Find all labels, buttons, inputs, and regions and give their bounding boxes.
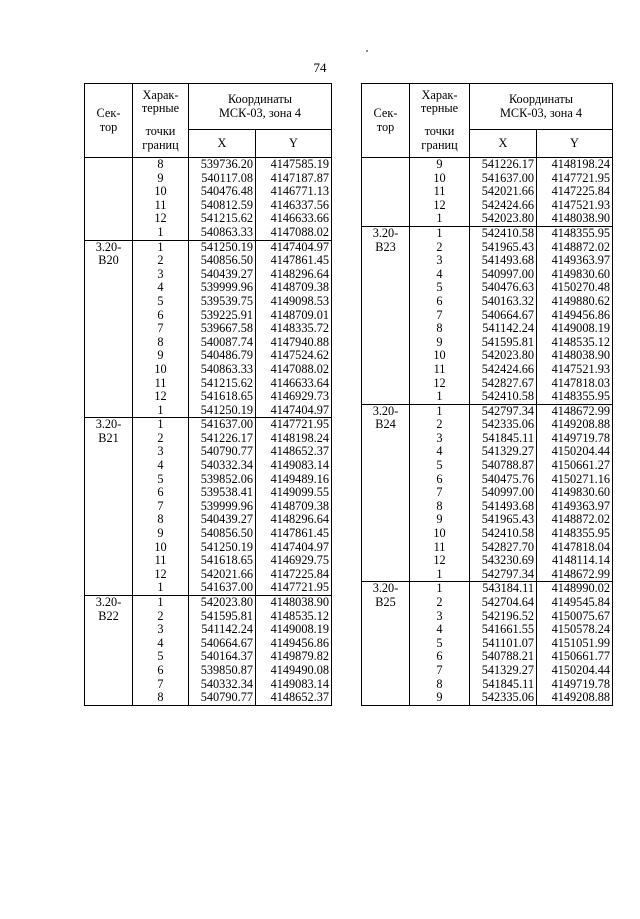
y-cell: 4147521.93 bbox=[537, 363, 613, 377]
x-cell: 540790.77 bbox=[189, 691, 256, 705]
x-cell: 541618.65 bbox=[189, 554, 256, 568]
y-cell: 4149456.86 bbox=[256, 637, 332, 651]
point-cell: 6 bbox=[133, 486, 189, 500]
x-cell: 542827.67 bbox=[470, 377, 537, 391]
y-cell: 4147861.45 bbox=[256, 254, 332, 268]
point-cell: 10 bbox=[133, 185, 189, 199]
point-cell: 5 bbox=[410, 281, 470, 295]
x-cell: 539736.20 bbox=[189, 158, 256, 172]
y-cell: 4148535.12 bbox=[256, 610, 332, 624]
x-cell: 543230.69 bbox=[470, 554, 537, 568]
point-cell: 7 bbox=[410, 486, 470, 500]
y-cell: 4150075.67 bbox=[537, 610, 613, 624]
header-coordinates-line: МСК-03, зона 4 bbox=[499, 105, 583, 120]
x-cell: 541215.62 bbox=[189, 377, 256, 391]
y-cell: 4150270.48 bbox=[537, 281, 613, 295]
point-cell: 6 bbox=[133, 664, 189, 678]
x-cell: 539667.58 bbox=[189, 322, 256, 336]
y-cell: 4147818.04 bbox=[537, 541, 613, 555]
point-cell: 3 bbox=[410, 254, 470, 268]
table-row bbox=[362, 582, 613, 596]
header-coordinates-line: МСК-03, зона 4 bbox=[218, 105, 302, 120]
point-cell: 9 bbox=[133, 349, 189, 363]
y-cell: 4149879.82 bbox=[256, 650, 332, 664]
x-cell: 542023.80 bbox=[189, 596, 256, 610]
point-cell: 6 bbox=[133, 309, 189, 323]
y-cell: 4150271.16 bbox=[537, 473, 613, 487]
point-cell: 1 bbox=[133, 596, 189, 610]
x-cell: 539999.96 bbox=[189, 500, 256, 514]
header-points-line: точки bbox=[424, 124, 455, 138]
x-cell: 540856.50 bbox=[189, 254, 256, 268]
x-cell: 540486.79 bbox=[189, 349, 256, 363]
point-cell: 4 bbox=[410, 445, 470, 459]
point-cell: 3 bbox=[410, 610, 470, 624]
x-cell: 541250.19 bbox=[189, 404, 256, 418]
point-cell: 12 bbox=[410, 377, 470, 391]
y-cell: 4147225.84 bbox=[537, 185, 613, 199]
header-x: X bbox=[189, 130, 256, 158]
point-cell: 7 bbox=[410, 664, 470, 678]
y-cell: 4147521.93 bbox=[537, 199, 613, 213]
x-cell: 540439.27 bbox=[189, 268, 256, 282]
y-cell: 4149719.78 bbox=[537, 678, 613, 692]
y-cell: 4149363.97 bbox=[537, 500, 613, 514]
y-cell: 4148709.38 bbox=[256, 281, 332, 295]
y-cell: 4147861.45 bbox=[256, 527, 332, 541]
y-cell: 4148652.37 bbox=[256, 691, 332, 705]
header-points-line: терные bbox=[420, 101, 459, 116]
y-cell: 4148872.02 bbox=[537, 241, 613, 255]
point-cell: 1 bbox=[410, 212, 470, 226]
point-cell: 1 bbox=[410, 404, 470, 418]
y-cell: 4146929.73 bbox=[256, 390, 332, 404]
sector-cell: 3.20- В21 bbox=[85, 418, 133, 596]
x-cell: 541226.17 bbox=[470, 158, 537, 172]
y-cell: 4147187.87 bbox=[256, 172, 332, 186]
point-cell: 11 bbox=[133, 377, 189, 391]
y-cell: 4147404.97 bbox=[256, 240, 332, 254]
point-cell: 9 bbox=[410, 513, 470, 527]
point-cell: 4 bbox=[133, 459, 189, 473]
x-cell: 541965.43 bbox=[470, 513, 537, 527]
x-cell: 539850.87 bbox=[189, 664, 256, 678]
x-cell: 540164.37 bbox=[189, 650, 256, 664]
coordinates-table-left bbox=[84, 83, 332, 706]
point-cell: 9 bbox=[133, 527, 189, 541]
y-cell: 4149456.86 bbox=[537, 309, 613, 323]
x-cell: 540087.74 bbox=[189, 336, 256, 350]
x-cell: 540476.63 bbox=[470, 281, 537, 295]
x-cell: 542797.34 bbox=[470, 568, 537, 582]
x-cell: 541493.68 bbox=[470, 500, 537, 514]
point-cell: 9 bbox=[410, 336, 470, 350]
header-points bbox=[410, 84, 470, 158]
x-cell: 542021.66 bbox=[470, 185, 537, 199]
table-row bbox=[85, 158, 332, 172]
x-cell: 541845.11 bbox=[470, 432, 537, 446]
y-cell: 4147721.95 bbox=[256, 581, 332, 595]
point-cell: 2 bbox=[133, 254, 189, 268]
table-row bbox=[362, 404, 613, 418]
point-cell: 5 bbox=[133, 650, 189, 664]
point-cell: 9 bbox=[410, 691, 470, 705]
x-cell: 542704.64 bbox=[470, 596, 537, 610]
point-cell: 3 bbox=[133, 445, 189, 459]
point-cell: 11 bbox=[133, 199, 189, 213]
point-cell: 7 bbox=[133, 322, 189, 336]
y-cell: 4149008.19 bbox=[537, 322, 613, 336]
y-cell: 4147585.19 bbox=[256, 158, 332, 172]
point-cell: 10 bbox=[133, 541, 189, 555]
y-cell: 4148355.95 bbox=[537, 390, 613, 404]
x-cell: 541845.11 bbox=[470, 678, 537, 692]
y-cell: 4148652.37 bbox=[256, 445, 332, 459]
point-cell: 3 bbox=[133, 623, 189, 637]
point-cell: 8 bbox=[133, 513, 189, 527]
x-cell: 541329.27 bbox=[470, 445, 537, 459]
x-cell: 541226.17 bbox=[189, 432, 256, 446]
point-cell: 12 bbox=[133, 212, 189, 226]
point-cell: 1 bbox=[410, 390, 470, 404]
point-cell: 2 bbox=[410, 418, 470, 432]
sector-cell bbox=[85, 158, 133, 241]
point-cell: 1 bbox=[133, 404, 189, 418]
x-cell: 541661.55 bbox=[470, 623, 537, 637]
table-row bbox=[362, 226, 613, 240]
x-cell: 540788.21 bbox=[470, 650, 537, 664]
sector-cell bbox=[362, 158, 410, 227]
x-cell: 542424.66 bbox=[470, 363, 537, 377]
x-cell: 539999.96 bbox=[189, 281, 256, 295]
x-cell: 542827.70 bbox=[470, 541, 537, 555]
y-cell: 4150661.27 bbox=[537, 459, 613, 473]
point-cell: 4 bbox=[133, 281, 189, 295]
header-points-line: Харак- bbox=[421, 87, 458, 102]
point-cell: 5 bbox=[133, 295, 189, 309]
x-cell: 539539.75 bbox=[189, 295, 256, 309]
point-cell: 6 bbox=[410, 650, 470, 664]
point-cell: 8 bbox=[133, 336, 189, 350]
y-cell: 4147088.02 bbox=[256, 226, 332, 240]
y-cell: 4148038.90 bbox=[537, 212, 613, 226]
x-cell: 542797.34 bbox=[470, 404, 537, 418]
y-cell: 4148335.72 bbox=[256, 322, 332, 336]
header-sector: Сек- тор bbox=[362, 84, 410, 158]
header-points bbox=[133, 84, 189, 158]
y-cell: 4148038.90 bbox=[256, 596, 332, 610]
y-cell: 4148672.99 bbox=[537, 404, 613, 418]
y-cell: 4149208.88 bbox=[537, 418, 613, 432]
x-cell: 540788.87 bbox=[470, 459, 537, 473]
y-cell: 4148535.12 bbox=[537, 336, 613, 350]
point-cell: 2 bbox=[133, 610, 189, 624]
header-y: Y bbox=[256, 130, 332, 158]
y-cell: 4146929.75 bbox=[256, 554, 332, 568]
point-cell: 8 bbox=[133, 158, 189, 172]
point-cell: 7 bbox=[410, 309, 470, 323]
x-cell: 540664.67 bbox=[470, 309, 537, 323]
point-cell: 9 bbox=[133, 172, 189, 186]
x-cell: 541250.19 bbox=[189, 240, 256, 254]
point-cell: 7 bbox=[133, 500, 189, 514]
point-cell: 4 bbox=[410, 268, 470, 282]
x-cell: 541215.62 bbox=[189, 212, 256, 226]
point-cell: 8 bbox=[410, 322, 470, 336]
y-cell: 4149830.60 bbox=[537, 486, 613, 500]
point-cell: 11 bbox=[133, 554, 189, 568]
y-cell: 4148709.01 bbox=[256, 309, 332, 323]
point-cell: 12 bbox=[133, 568, 189, 582]
y-cell: 4149830.60 bbox=[537, 268, 613, 282]
header-points-line: Харак- bbox=[142, 87, 179, 102]
x-cell: 541595.81 bbox=[470, 336, 537, 350]
x-cell: 541493.68 bbox=[470, 254, 537, 268]
y-cell: 4147404.97 bbox=[256, 404, 332, 418]
point-cell: 6 bbox=[410, 295, 470, 309]
x-cell: 540332.34 bbox=[189, 459, 256, 473]
x-cell: 542335.06 bbox=[470, 691, 537, 705]
y-cell: 4149489.16 bbox=[256, 473, 332, 487]
x-cell: 540664.67 bbox=[189, 637, 256, 651]
header-coordinates bbox=[189, 84, 332, 130]
sector-cell: 3.20- В24 bbox=[362, 404, 410, 582]
point-cell: 8 bbox=[410, 678, 470, 692]
y-cell: 4147404.97 bbox=[256, 541, 332, 555]
x-cell: 541618.65 bbox=[189, 390, 256, 404]
page-number: 74 bbox=[313, 60, 327, 75]
y-cell: 4148296.64 bbox=[256, 513, 332, 527]
x-cell: 542023.80 bbox=[470, 349, 537, 363]
point-cell: 12 bbox=[410, 554, 470, 568]
y-cell: 4147088.02 bbox=[256, 363, 332, 377]
x-cell: 539852.06 bbox=[189, 473, 256, 487]
point-cell: 8 bbox=[133, 691, 189, 705]
x-cell: 540332.34 bbox=[189, 678, 256, 692]
scan-dot bbox=[366, 50, 368, 52]
x-cell: 540117.08 bbox=[189, 172, 256, 186]
coordinates-table-right bbox=[361, 83, 613, 706]
x-cell: 541637.00 bbox=[470, 172, 537, 186]
y-cell: 4150204.44 bbox=[537, 445, 613, 459]
y-cell: 4149083.14 bbox=[256, 678, 332, 692]
point-cell: 3 bbox=[133, 268, 189, 282]
x-cell: 540856.50 bbox=[189, 527, 256, 541]
y-cell: 4150204.44 bbox=[537, 664, 613, 678]
x-cell: 542410.58 bbox=[470, 390, 537, 404]
y-cell: 4149363.97 bbox=[537, 254, 613, 268]
y-cell: 4147721.95 bbox=[537, 172, 613, 186]
x-cell: 542335.06 bbox=[470, 418, 537, 432]
x-cell: 543184.11 bbox=[470, 582, 537, 596]
y-cell: 4149099.55 bbox=[256, 486, 332, 500]
point-cell: 5 bbox=[133, 473, 189, 487]
point-cell: 1 bbox=[410, 568, 470, 582]
x-cell: 540790.77 bbox=[189, 445, 256, 459]
y-cell: 4149208.88 bbox=[537, 691, 613, 705]
x-cell: 540863.33 bbox=[189, 226, 256, 240]
point-cell: 2 bbox=[410, 241, 470, 255]
y-cell: 4147524.62 bbox=[256, 349, 332, 363]
y-cell: 4148114.14 bbox=[537, 554, 613, 568]
point-cell: 10 bbox=[410, 172, 470, 186]
y-cell: 4148990.02 bbox=[537, 582, 613, 596]
table-row bbox=[85, 418, 332, 432]
y-cell: 4149490.08 bbox=[256, 664, 332, 678]
x-cell: 541637.00 bbox=[189, 418, 256, 432]
x-cell: 541965.43 bbox=[470, 241, 537, 255]
header-x: X bbox=[470, 130, 537, 158]
x-cell: 540163.32 bbox=[470, 295, 537, 309]
x-cell: 541101.07 bbox=[470, 637, 537, 651]
point-cell: 5 bbox=[410, 459, 470, 473]
point-cell: 5 bbox=[410, 637, 470, 651]
y-cell: 4149545.84 bbox=[537, 596, 613, 610]
point-cell: 6 bbox=[410, 473, 470, 487]
point-cell: 1 bbox=[133, 581, 189, 595]
sector-cell: 3.20- В23 bbox=[362, 226, 410, 404]
x-cell: 542196.52 bbox=[470, 610, 537, 624]
header-sector: Сек- тор bbox=[85, 84, 133, 158]
y-cell: 4150578.24 bbox=[537, 623, 613, 637]
point-cell: 10 bbox=[410, 527, 470, 541]
x-cell: 540812.59 bbox=[189, 199, 256, 213]
table-row bbox=[85, 596, 332, 610]
header-coordinates bbox=[470, 84, 613, 130]
point-cell: 1 bbox=[133, 226, 189, 240]
table-row bbox=[362, 158, 613, 172]
sector-cell: 3.20- В20 bbox=[85, 240, 133, 418]
point-cell: 11 bbox=[410, 541, 470, 555]
point-cell: 11 bbox=[410, 185, 470, 199]
y-cell: 4146633.64 bbox=[256, 377, 332, 391]
x-cell: 542424.66 bbox=[470, 199, 537, 213]
point-cell: 12 bbox=[410, 199, 470, 213]
y-cell: 4148709.38 bbox=[256, 500, 332, 514]
y-cell: 4146633.66 bbox=[256, 212, 332, 226]
x-cell: 542023.80 bbox=[470, 212, 537, 226]
y-cell: 4149880.62 bbox=[537, 295, 613, 309]
x-cell: 540997.00 bbox=[470, 486, 537, 500]
point-cell: 4 bbox=[410, 623, 470, 637]
point-cell: 4 bbox=[133, 637, 189, 651]
x-cell: 540475.76 bbox=[470, 473, 537, 487]
header-points-line: границ bbox=[142, 137, 179, 152]
y-cell: 4147721.95 bbox=[256, 418, 332, 432]
point-cell: 3 bbox=[410, 432, 470, 446]
point-cell: 1 bbox=[133, 418, 189, 432]
x-cell: 540439.27 bbox=[189, 513, 256, 527]
point-cell: 1 bbox=[133, 240, 189, 254]
x-cell: 542021.66 bbox=[189, 568, 256, 582]
header-y: Y bbox=[537, 130, 613, 158]
point-cell: 11 bbox=[410, 363, 470, 377]
header-points-line: границ bbox=[421, 137, 458, 152]
point-cell: 9 bbox=[410, 158, 470, 172]
y-cell: 4149008.19 bbox=[256, 623, 332, 637]
x-cell: 540997.00 bbox=[470, 268, 537, 282]
point-cell: 8 bbox=[410, 500, 470, 514]
x-cell: 541329.27 bbox=[470, 664, 537, 678]
y-cell: 4148296.64 bbox=[256, 268, 332, 282]
point-cell: 12 bbox=[133, 390, 189, 404]
x-cell: 541142.24 bbox=[189, 623, 256, 637]
table-row bbox=[85, 240, 332, 254]
sector-cell: 3.20- В22 bbox=[85, 596, 133, 706]
y-cell: 4151051.99 bbox=[537, 637, 613, 651]
x-cell: 539225.91 bbox=[189, 309, 256, 323]
y-cell: 4146771.13 bbox=[256, 185, 332, 199]
point-cell: 1 bbox=[410, 226, 470, 240]
y-cell: 4148355.95 bbox=[537, 527, 613, 541]
y-cell: 4148038.90 bbox=[537, 349, 613, 363]
x-cell: 540863.33 bbox=[189, 363, 256, 377]
y-cell: 4148672.99 bbox=[537, 568, 613, 582]
x-cell: 541250.19 bbox=[189, 541, 256, 555]
header-points-line: точки bbox=[145, 124, 176, 138]
y-cell: 4147818.03 bbox=[537, 377, 613, 391]
point-cell: 1 bbox=[410, 582, 470, 596]
header-coordinates-line: Координаты bbox=[227, 91, 293, 106]
point-cell: 10 bbox=[133, 363, 189, 377]
y-cell: 4148355.95 bbox=[537, 226, 613, 240]
y-cell: 4147225.84 bbox=[256, 568, 332, 582]
x-cell: 541637.00 bbox=[189, 581, 256, 595]
point-cell: 10 bbox=[410, 349, 470, 363]
x-cell: 541142.24 bbox=[470, 322, 537, 336]
y-cell: 4149098.53 bbox=[256, 295, 332, 309]
x-cell: 540476.48 bbox=[189, 185, 256, 199]
y-cell: 4148198.24 bbox=[537, 158, 613, 172]
y-cell: 4148872.02 bbox=[537, 513, 613, 527]
y-cell: 4146337.56 bbox=[256, 199, 332, 213]
point-cell: 7 bbox=[133, 678, 189, 692]
header-points-line: терные bbox=[141, 101, 180, 116]
sector-cell: 3.20- В25 bbox=[362, 582, 410, 705]
y-cell: 4149083.14 bbox=[256, 459, 332, 473]
x-cell: 542410.58 bbox=[470, 226, 537, 240]
point-cell: 2 bbox=[133, 432, 189, 446]
x-cell: 541595.81 bbox=[189, 610, 256, 624]
y-cell: 4149719.78 bbox=[537, 432, 613, 446]
point-cell: 2 bbox=[410, 596, 470, 610]
header-coordinates-line: Координаты bbox=[508, 91, 574, 106]
y-cell: 4147940.88 bbox=[256, 336, 332, 350]
x-cell: 539538.41 bbox=[189, 486, 256, 500]
x-cell: 542410.58 bbox=[470, 527, 537, 541]
y-cell: 4148198.24 bbox=[256, 432, 332, 446]
y-cell: 4150661.77 bbox=[537, 650, 613, 664]
